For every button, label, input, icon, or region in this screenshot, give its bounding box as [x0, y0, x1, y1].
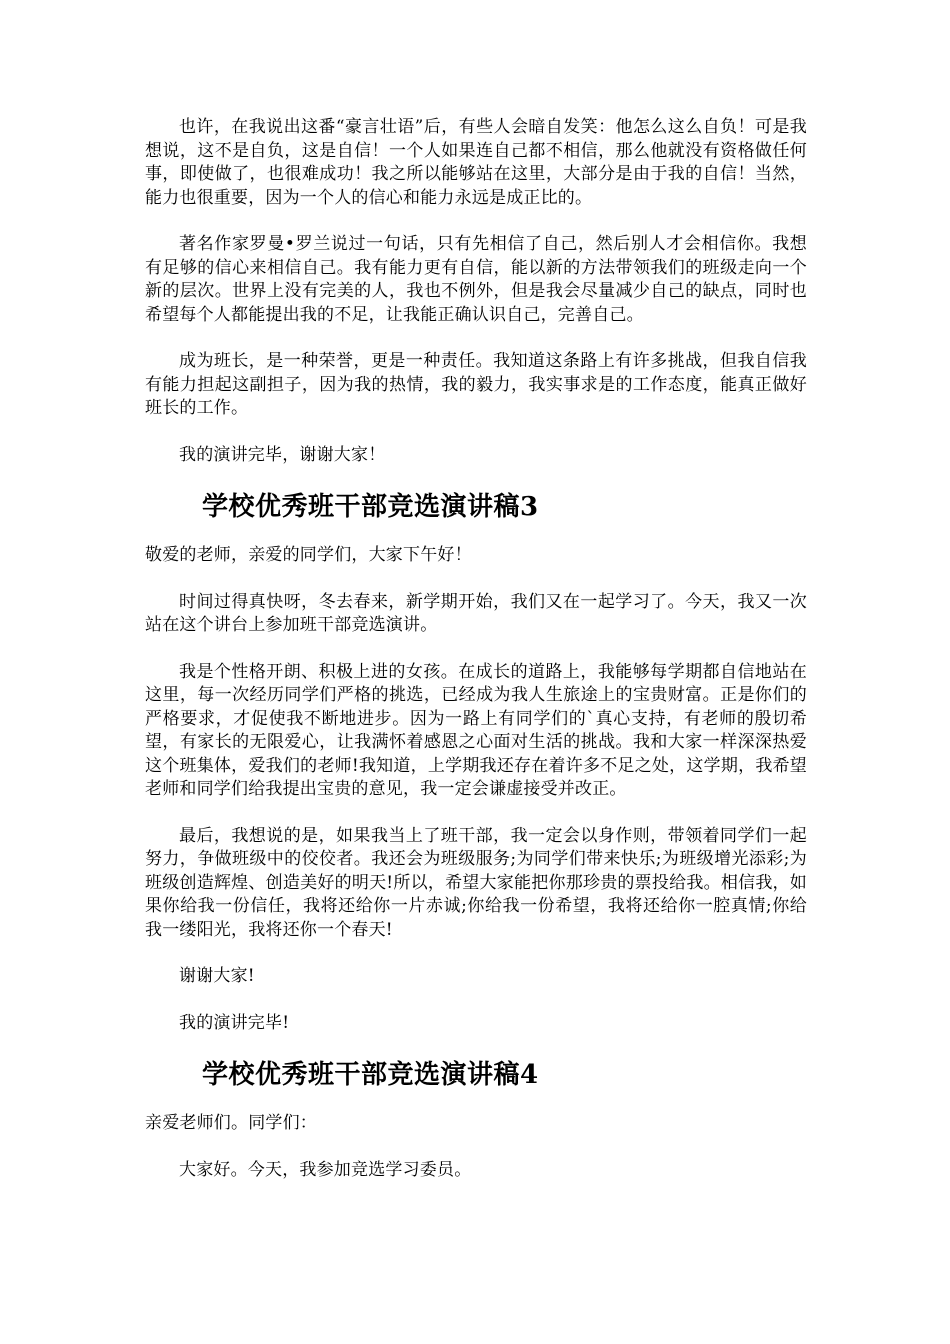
body-paragraph: 也许，在我说出这番“豪言壮语”后，有些人会暗自发笑：他怎么这么自负！可是我想说，这不是自负，这是自信！一个人如果连自己都不相信，那么他就没有资格做任何事，即使做了，也很难成功！我之所以能够站在这里，大部分是由于我的自信！当然，能力也很重要，因为一个人的信心和能力永远是成正比的。: [145, 117, 807, 208]
body-paragraph: 时间过得真快呀，冬去春来，新学期开始，我们又在一起学习了。今天，我又一次站在这个讲台上参加班干部竞选演讲。: [145, 591, 807, 635]
closing-line: 我的演讲完毕，谢谢大家！: [179, 444, 386, 465]
greeting-line: 亲爱老师们。同学们：: [145, 1113, 317, 1133]
body-paragraph: 著名作家罗曼•罗兰说过一句话，只有先相信了自己，然后别人才会相信你。我想有足够的信心来相信自己。我有能力更有自信，能以新的方法带领我们的班级走向一个新的层次。世界上没有完美的人，我也不例外，但是我会尽量减少自己的缺点，同时也希望每个人都能提出我的不足，让我能正确认识自己，完善自己。: [145, 234, 807, 325]
closing-line: 我的演讲完毕!: [179, 1012, 290, 1033]
closing-line: 谢谢大家!: [179, 966, 255, 986]
body-paragraph: 我是个性格开朗、积极上进的女孩。在成长的道路上，我能够每学期都自信地站在这里，每一次经历同学们严格的挑选，已经成为我人生旅途上的宝贵财富。正是你们的严格要求，才促使我不断地进步。因为一路上有同学们的`真心支持，有老师的殷切希望，有家长的无限爱心，让我满怀着感恩之心面对生活的挑战。我和大家一样深深热爱这个班集体，爱我们的老师!我知道，上学期我还存在着许多不足之处，这学期，我希望老师和同学们给我提出宝贵的意见，我一定会谦虚接受并改正。: [145, 661, 807, 799]
body-paragraph: 成为班长，是一种荣誉，更是一种责任。我知道这条路上有许多挑战，但我自信我有能力担起这副担子，因为我的热情，我的毅力，我实事求是的工作态度，能真正做好班长的工作。: [145, 351, 807, 418]
section-heading: 学校优秀班干部竞选演讲稿3: [202, 492, 539, 522]
body-paragraph: 最后，我想说的是，如果我当上了班干部，我一定会以身作则，带领着同学们一起努力，争做班级中的佼佼者。我还会为班级服务;为同学们带来快乐;为班级增光添彩;为班级创造辉煌、创造美好的明天!所以，希望大家能把你那珍贵的票投给我。相信我，如果你给我一份信任，我将还给你一片赤诚;你给我一份希望，我将还给你一腔真情;你给我一缕阳光，我将还你一个春天!: [145, 825, 807, 940]
greeting-line: 敬爱的老师，亲爱的同学们，大家下午好！: [145, 545, 472, 565]
document-page: [145, 116, 807, 1205]
section-heading: 学校优秀班干部竞选演讲稿4: [202, 1060, 539, 1090]
body-paragraph: 大家好。今天，我参加竞选学习委员。: [179, 1159, 472, 1180]
